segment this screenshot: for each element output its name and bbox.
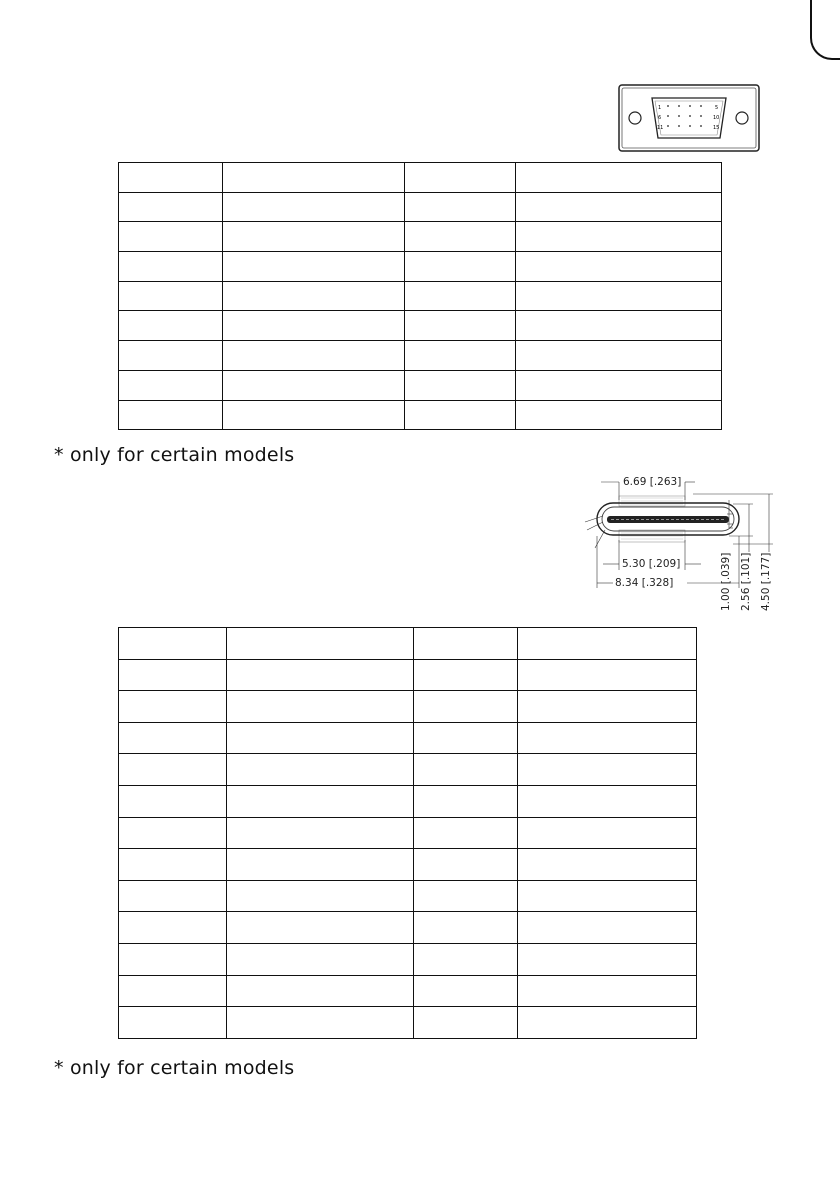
table-cell (222, 222, 404, 252)
table-cell (518, 785, 697, 817)
table-cell (119, 222, 223, 252)
table-cell (414, 849, 518, 881)
table-cell (414, 912, 518, 944)
table-cell (518, 754, 697, 786)
table-cell (222, 311, 404, 341)
vga-pin-label-5: 5 (715, 105, 719, 111)
usb-c-height-2-label: 2.56 [.101] (740, 552, 752, 611)
table-cell (119, 341, 223, 371)
table-cell (226, 659, 414, 691)
table-cell (516, 163, 722, 193)
vga-pin-label-6: 6 (658, 115, 662, 121)
table-cell (119, 943, 227, 975)
vga-pin-dot (689, 115, 691, 117)
vga-pin-dot (700, 115, 702, 117)
vga-pin-dot (667, 105, 669, 107)
page-edge-decoration (810, 0, 840, 60)
table-cell (518, 943, 697, 975)
table-cell (518, 880, 697, 912)
table-cell (119, 281, 223, 311)
table-cell (119, 722, 227, 754)
table-cell (404, 192, 516, 222)
table-cell (226, 1007, 414, 1039)
usb-c-height-1-label: 1.00 [.039] (720, 552, 732, 611)
table-cell (226, 628, 414, 660)
table-cell (404, 341, 516, 371)
table-cell (119, 817, 227, 849)
table-cell (119, 659, 227, 691)
table-row (119, 252, 722, 282)
table-cell (119, 975, 227, 1007)
table-row (119, 880, 697, 912)
table-cell (518, 1007, 697, 1039)
table-cell (226, 912, 414, 944)
table-cell (404, 311, 516, 341)
vga-pin-dot (700, 105, 702, 107)
usb-c-width-top-label: 6.69 [.263] (623, 476, 682, 488)
table-row (119, 400, 722, 430)
vga-pin-table (118, 162, 722, 430)
table-cell (518, 912, 697, 944)
vga-pin-dot (678, 125, 680, 127)
table-cell (404, 400, 516, 430)
table-row (119, 222, 722, 252)
vga-pin-dot (667, 125, 669, 127)
table-cell (119, 912, 227, 944)
table-cell (119, 252, 223, 282)
table-row (119, 192, 722, 222)
vga-connector-diagram (618, 84, 760, 152)
table-cell (119, 880, 227, 912)
vga-pin-dot (689, 105, 691, 107)
table-cell (222, 281, 404, 311)
table-cell (414, 659, 518, 691)
table-cell (404, 370, 516, 400)
table-cell (226, 943, 414, 975)
table-row (119, 1007, 697, 1039)
footnote-certain-models: * only for certain models (54, 444, 295, 466)
table-cell (119, 370, 223, 400)
footnote-certain-models-2: * only for certain models (54, 1057, 295, 1079)
usb-c-width-inner-label: 5.30 [.209] (622, 558, 681, 570)
table-cell (226, 754, 414, 786)
table-row (119, 754, 697, 786)
table-cell (516, 370, 722, 400)
table-cell (516, 311, 722, 341)
table-cell (119, 311, 223, 341)
table-cell (516, 222, 722, 252)
table-cell (226, 849, 414, 881)
table-cell (518, 975, 697, 1007)
table-cell (119, 785, 227, 817)
table-cell (222, 192, 404, 222)
table-cell (516, 252, 722, 282)
table-cell (516, 192, 722, 222)
table-cell (222, 163, 404, 193)
table-cell (414, 880, 518, 912)
table-cell (414, 628, 518, 660)
table-cell (516, 341, 722, 371)
table-cell (518, 691, 697, 723)
vga-pin-dot (689, 125, 691, 127)
usb-c-width-outer-label: 8.34 [.328] (615, 577, 674, 589)
table-cell (222, 341, 404, 371)
table-cell (518, 849, 697, 881)
table-cell (226, 880, 414, 912)
usb-c-pin-table (118, 627, 697, 1039)
table-row (119, 628, 697, 660)
table-row (119, 341, 722, 371)
table-row (119, 785, 697, 817)
vga-pin-label-1: 1 (658, 105, 662, 111)
table-cell (414, 722, 518, 754)
table-cell (414, 943, 518, 975)
table-cell (404, 163, 516, 193)
table-cell (222, 370, 404, 400)
table-cell (414, 975, 518, 1007)
table-cell (414, 691, 518, 723)
table-row (119, 370, 722, 400)
table-cell (404, 252, 516, 282)
table-cell (414, 754, 518, 786)
table-row (119, 722, 697, 754)
table-cell (119, 400, 223, 430)
table-cell (119, 691, 227, 723)
vga-pin-dot (678, 115, 680, 117)
table-row (119, 659, 697, 691)
table-cell (516, 400, 722, 430)
table-cell (119, 192, 223, 222)
table-row (119, 943, 697, 975)
table-cell (119, 1007, 227, 1039)
table-cell (414, 785, 518, 817)
vga-pin-label-10: 10 (713, 115, 720, 121)
table-cell (119, 849, 227, 881)
table-cell (119, 628, 227, 660)
table-row (119, 281, 722, 311)
table-cell (414, 1007, 518, 1039)
table-cell (119, 163, 223, 193)
table-cell (119, 754, 227, 786)
table-row (119, 691, 697, 723)
vga-pin-dot (700, 125, 702, 127)
table-cell (226, 975, 414, 1007)
usb-c-height-3-label: 4.50 [.177] (760, 552, 772, 611)
table-row (119, 849, 697, 881)
table-row (119, 817, 697, 849)
table-cell (518, 722, 697, 754)
table-cell (222, 252, 404, 282)
table-cell (414, 817, 518, 849)
vga-pin-label-15: 15 (713, 125, 720, 131)
table-row (119, 975, 697, 1007)
table-cell (226, 817, 414, 849)
table-cell (518, 659, 697, 691)
table-cell (516, 281, 722, 311)
table-cell (226, 785, 414, 817)
table-cell (226, 722, 414, 754)
table-cell (226, 691, 414, 723)
table-cell (404, 222, 516, 252)
table-cell (518, 817, 697, 849)
table-row (119, 311, 722, 341)
table-cell (518, 628, 697, 660)
table-row (119, 163, 722, 193)
table-row (119, 912, 697, 944)
vga-pin-label-11: 11 (657, 125, 664, 131)
usb-c-dimension-diagram (583, 470, 779, 612)
table-cell (222, 400, 404, 430)
vga-pin-dot (678, 105, 680, 107)
table-cell (404, 281, 516, 311)
vga-pin-dot (667, 115, 669, 117)
